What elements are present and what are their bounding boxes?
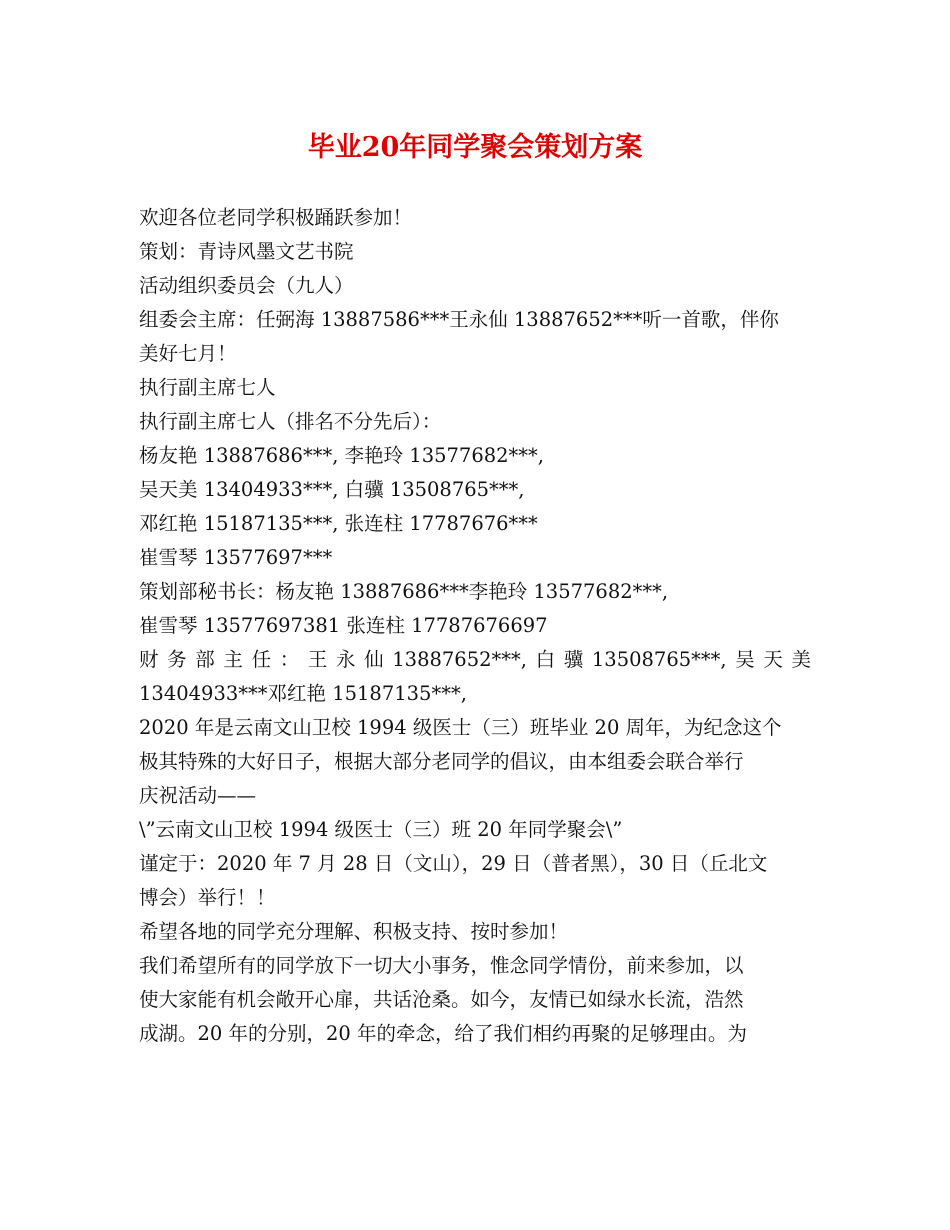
text-fragment: 骥	[563, 648, 584, 671]
text-line: 欢迎各位老同学积极踊跃参加！	[139, 206, 413, 229]
text-fragment: 永	[335, 648, 356, 671]
text-line: 崔雪琴 13577697***	[139, 546, 333, 569]
text-line: \”云南文山卫校 1994 级医士（三）班 20 年同学聚会\”	[139, 818, 623, 841]
text-line: 希望各地的同学充分理解、积极支持、按时参加！	[139, 920, 569, 943]
text-line: 执行副主席七人（排名不分先后）：	[139, 410, 442, 433]
text-fragment: 13887652***,	[392, 648, 527, 671]
text-fragment: 主	[223, 648, 243, 671]
text-line: 活动组织委员会（九人）	[139, 274, 354, 297]
text-fragment: 务	[167, 648, 187, 671]
text-line: 13404933***邓红艳 15187135***,	[139, 682, 467, 705]
text-line: 策划部秘书长：杨友艳 13887686***李艳玲 13577682***,	[139, 580, 669, 603]
text-fragment: 13508765***,	[591, 648, 727, 671]
text-line: 使大家能有机会敞开心扉，共话沧桑。如今，友情已如绿水长流，浩然	[139, 988, 744, 1011]
text-line: 策划：青诗风墨文艺书院	[139, 240, 354, 263]
text-fragment: 白	[535, 648, 556, 671]
text-line: 崔雪琴 13577697381 张连柱 17787676697	[139, 614, 548, 637]
text-fragment: 美	[791, 648, 811, 671]
text-line: 执行副主席七人	[139, 376, 276, 399]
text-line: 成湖。20 年的分别，20 年的牵念，给了我们相约再聚的足够理由。为	[139, 1022, 748, 1045]
text-fragment: 部	[195, 648, 215, 671]
text-fragment: 天	[763, 648, 783, 671]
text-fragment: 王	[307, 648, 328, 671]
text-fragment: ：	[279, 648, 300, 671]
text-line: 我们希望所有的同学放下一切大小事务，惟念同学情份，前来参加，以	[139, 954, 744, 977]
text-line: 2020 年是云南文山卫校 1994 级医士（三）班毕业 20 周年，为纪念这个	[139, 716, 782, 739]
text-line: 谨定于：2020 年 7 月 28 日（文山），29 日（普者黑），30 日（丘北文	[139, 852, 768, 875]
text-line: 庆祝活动——	[139, 784, 257, 807]
text-line: 博会）举行！！	[139, 886, 276, 909]
text-fragment: 吴	[735, 648, 755, 671]
text-line: 邓红艳 15187135***, 张连柱 17787676***	[139, 512, 538, 535]
text-line: 美好七月！	[139, 342, 237, 365]
text-fragment: 仙	[364, 648, 384, 671]
text-line: 组委会主席：任弼海 13887586***王永仙 13887652***听一首歌，伴你	[139, 308, 779, 331]
text-fragment: 财	[139, 648, 159, 671]
document-body	[139, 201, 811, 1051]
finance-director-line	[139, 643, 811, 677]
text-line: 吴天美 13404933***, 白骥 13508765***,	[139, 478, 525, 501]
document-title: 毕业20年同学聚会策划方案	[307, 132, 643, 163]
text-fragment: 任	[251, 648, 272, 671]
text-line: 杨友艳 13887686***, 李艳玲 13577682***,	[139, 444, 544, 467]
text-line: 极其特殊的大好日子，根据大部分老同学的倡议，由本组委会联合举行	[139, 750, 744, 773]
